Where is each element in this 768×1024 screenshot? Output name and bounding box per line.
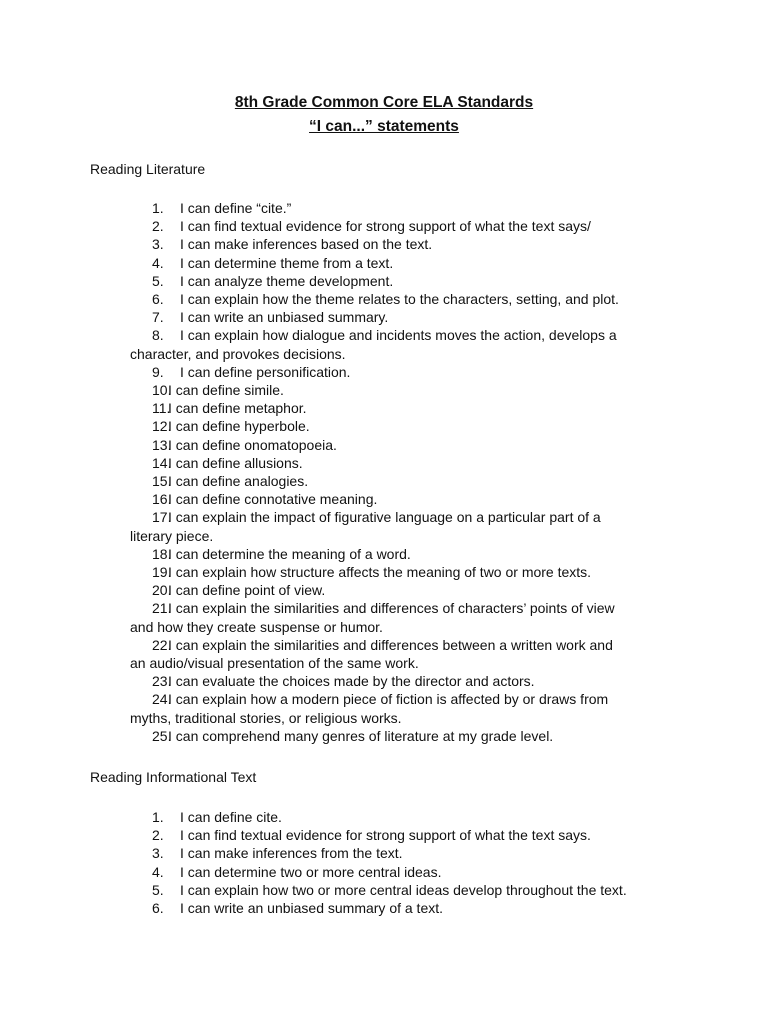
list-item-line	[136, 863, 676, 881]
list-item-text: I can make inferences from the text.	[180, 845, 403, 862]
list-item-line	[136, 272, 676, 290]
list-item-line	[136, 199, 676, 217]
document-subtitle: “I can...” statements	[309, 118, 459, 135]
list-item-text: I can determine two or more central ideas.	[180, 863, 442, 880]
list-item	[136, 563, 676, 581]
list-item-line	[136, 826, 676, 844]
list-item-number: 19.	[152, 564, 172, 581]
list-item	[136, 235, 676, 253]
list-item-text: I can write an unbiased summary of a text.	[180, 900, 444, 917]
list-item-text: I can evaluate the choices made by the director and actors.	[168, 673, 535, 690]
list-item-text: I can write an unbiased summary.	[180, 309, 389, 326]
list-item	[136, 899, 676, 917]
list-item	[136, 672, 676, 690]
list-item-number: 24.	[152, 691, 172, 708]
list-item-text: I can explain the impact of figurative language on a particular part of a	[168, 509, 601, 526]
list-item-number: 10.	[152, 382, 172, 399]
list-item-line	[136, 844, 676, 862]
list-item	[136, 881, 676, 899]
list-item-continuation: literary piece.	[130, 527, 214, 544]
list-item	[136, 308, 676, 326]
list-item-line	[136, 235, 676, 253]
list-item-line	[136, 899, 676, 917]
list-item	[136, 254, 676, 272]
list-item-text: I can define analogies.	[168, 473, 309, 490]
list-item-number: 21.	[152, 600, 172, 617]
reading-literature-list	[130, 199, 676, 745]
list-item-number: 2.	[152, 218, 164, 235]
list-item-text: I can define allusions.	[168, 454, 303, 471]
list-item	[130, 636, 676, 672]
list-item-line	[136, 727, 676, 745]
list-item-number: 16.	[152, 491, 172, 508]
list-item-continuation: character, and provokes decisions.	[130, 345, 346, 362]
list-item-text: I can define metaphor.	[168, 400, 307, 417]
list-item-number: 3.	[152, 236, 164, 253]
list-item-line	[136, 308, 676, 326]
list-item-text: I can explain how two or more central ideas develop throughout the text.	[180, 881, 627, 898]
list-item-text: I can explain the similarities and differences of characters’ points of view	[168, 600, 615, 617]
list-item	[136, 490, 676, 508]
list-item-number: 7.	[152, 309, 164, 326]
list-item-line	[136, 436, 676, 454]
list-item-number: 22.	[152, 636, 172, 653]
list-item-continuation: myths, traditional stories, or religious works.	[130, 709, 402, 726]
list-item-number: 6.	[152, 900, 164, 917]
list-item	[136, 472, 676, 490]
list-item-number: 14.	[152, 454, 172, 471]
list-item	[136, 808, 676, 826]
list-item-text: I can define “cite.”	[180, 200, 292, 216]
list-item-number: 1.	[152, 809, 164, 825]
list-item-line	[136, 454, 676, 472]
list-item-text: I can explain the similarities and differences between a written work and	[168, 636, 613, 653]
list-item	[136, 826, 676, 844]
list-item-line	[136, 690, 676, 708]
list-item	[136, 454, 676, 472]
list-item	[130, 508, 676, 544]
list-item-line	[136, 290, 676, 308]
list-item-line	[136, 417, 676, 435]
list-item-text: I can define connotative meaning.	[168, 491, 378, 508]
list-item-line	[136, 808, 676, 826]
list-item-text: I can determine theme from a text.	[180, 254, 394, 271]
list-item-number: 20.	[152, 582, 172, 599]
list-item-line	[136, 326, 676, 344]
list-item-line	[136, 399, 676, 417]
list-item-line	[136, 254, 676, 272]
list-item-number: 13.	[152, 436, 172, 453]
list-item-continuation: an audio/visual presentation of the same work.	[130, 655, 419, 672]
list-item-text: I can explain how a modern piece of fiction is affected by or draws from	[168, 691, 609, 708]
list-item	[136, 581, 676, 599]
list-item	[130, 599, 676, 635]
list-item-number: 5.	[152, 272, 164, 289]
list-item-text: I can make inferences based on the text.	[180, 236, 433, 253]
list-item-line	[136, 490, 676, 508]
list-item	[136, 863, 676, 881]
list-item-number: 25.	[152, 727, 172, 744]
reading-informational-text-list	[136, 808, 676, 917]
list-item-line	[136, 381, 676, 399]
list-item-line	[136, 545, 676, 563]
list-item-text: I can define simile.	[168, 382, 284, 399]
list-item-line	[136, 672, 676, 690]
list-item-text: I can define hyperbole.	[168, 418, 310, 435]
list-item-line	[136, 881, 676, 899]
list-item	[136, 217, 676, 235]
list-item-continuation: and how they create suspense or humor.	[130, 618, 383, 635]
list-item	[136, 363, 676, 381]
list-item-line	[136, 363, 676, 381]
list-item-text: I can find textual evidence for strong support of what the text says.	[180, 827, 591, 844]
list-item-number: 12.	[152, 418, 172, 435]
list-item-number: 1.	[152, 200, 164, 216]
list-item-number: 17.	[152, 509, 172, 526]
list-item	[136, 844, 676, 862]
list-item-number: 15.	[152, 473, 172, 490]
list-item-text: I can define onomatopoeia.	[168, 436, 337, 453]
list-item-text: I can define personification.	[180, 363, 351, 380]
list-item-text: I can explain how structure affects the meaning of two or more texts.	[168, 564, 592, 581]
list-item-line	[136, 636, 676, 654]
list-item	[136, 272, 676, 290]
list-item-number: 4.	[152, 254, 164, 271]
list-item-number: 11.	[152, 400, 171, 417]
list-item-text: I can define cite.	[180, 809, 282, 825]
document-title: 8th Grade Common Core ELA Standards	[234, 94, 534, 111]
list-item-line	[136, 581, 676, 599]
list-item-number: 4.	[152, 863, 164, 880]
list-item-text: I can define point of view.	[168, 582, 326, 599]
list-item	[136, 399, 676, 417]
list-item-line	[136, 563, 676, 581]
list-item-text: I can comprehend many genres of literature at my grade level.	[168, 727, 554, 744]
list-item-text: I can determine the meaning of a word.	[168, 545, 411, 562]
list-item-text: I can find textual evidence for strong support of what the text says/	[180, 218, 591, 235]
list-item-line	[136, 472, 676, 490]
list-item-number: 5.	[152, 881, 164, 898]
list-item-text: I can explain how the theme relates to the characters, setting, and plot.	[180, 291, 619, 308]
section-heading-reading-literature: Reading Literature	[90, 161, 206, 177]
list-item	[136, 545, 676, 563]
list-item	[136, 381, 676, 399]
list-item	[136, 199, 676, 217]
section-heading-reading-informational-text: Reading Informational Text	[90, 769, 257, 785]
list-item-number: 8.	[152, 327, 164, 344]
list-item-text: I can explain how dialogue and incidents moves the action, develops a	[180, 327, 617, 344]
list-item-number: 3.	[152, 845, 164, 862]
list-item-number: 18.	[152, 545, 172, 562]
list-item	[136, 436, 676, 454]
list-item	[136, 290, 676, 308]
list-item	[136, 417, 676, 435]
list-item	[130, 326, 676, 362]
list-item-number: 23.	[152, 673, 172, 690]
list-item-number: 9.	[152, 363, 164, 380]
list-item-text: I can analyze theme development.	[180, 272, 394, 289]
list-item-number: 2.	[152, 827, 164, 844]
list-item-line	[136, 508, 676, 526]
list-item	[130, 690, 676, 726]
list-item-number: 6.	[152, 291, 164, 308]
list-item-line	[136, 599, 676, 617]
list-item	[136, 727, 676, 745]
list-item-line	[136, 217, 676, 235]
